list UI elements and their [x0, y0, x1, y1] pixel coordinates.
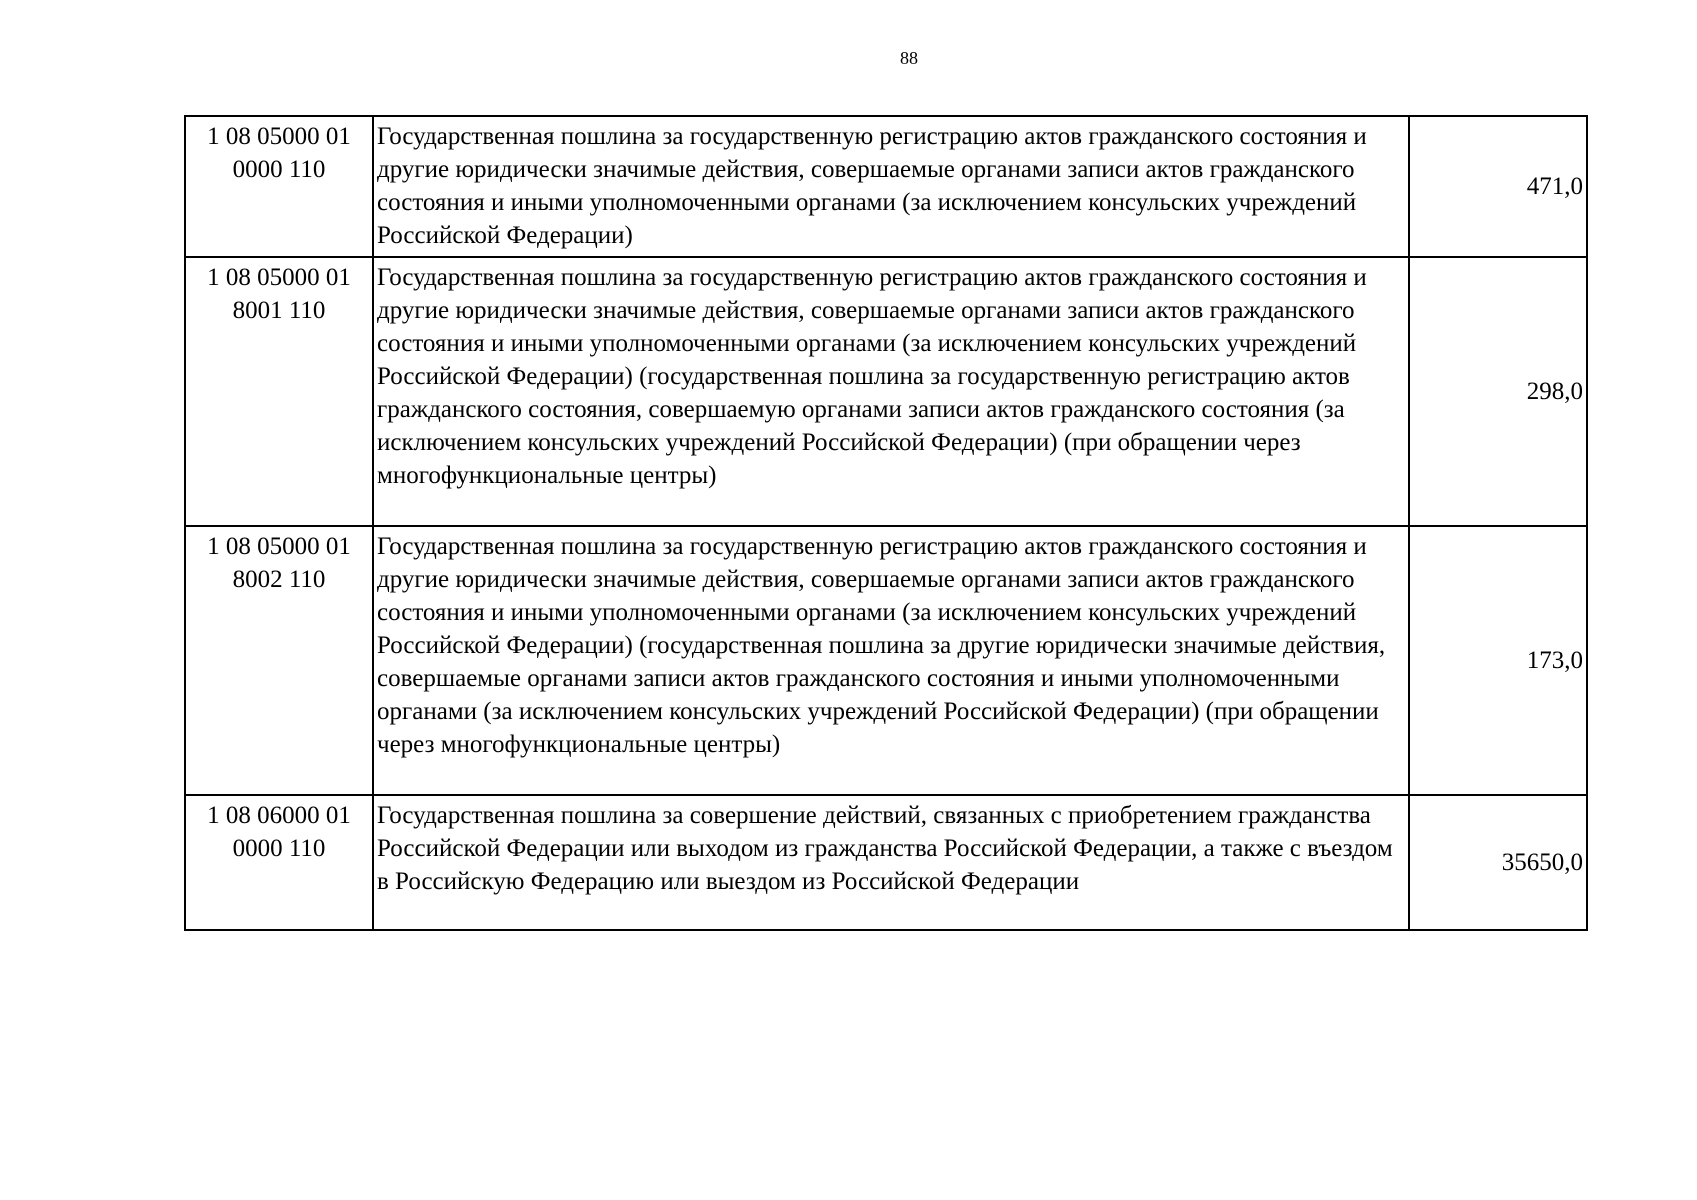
budget-classification-code: 1 08 05000 01 0000 110 — [185, 116, 373, 257]
revenue-amount: 298,0 — [1409, 257, 1587, 526]
table-row — [185, 257, 1587, 526]
revenue-amount: 471,0 — [1409, 116, 1587, 257]
budget-revenue-table — [184, 115, 1588, 931]
table-row — [185, 795, 1587, 930]
budget-classification-code: 1 08 05000 01 8001 110 — [185, 257, 373, 526]
budget-classification-code: 1 08 05000 01 8002 110 — [185, 526, 373, 795]
budget-classification-code: 1 08 06000 01 0000 110 — [185, 795, 373, 930]
revenue-amount: 173,0 — [1409, 526, 1587, 795]
table-row — [185, 116, 1587, 257]
revenue-description: Государственная пошлина за государственную регистрацию актов гражданского состояния и другие юридически значимые действия, совершаемые органами записи актов гражданского состояния и иными уполномоченными органами (за исключением консульских учреждений Российской Федерации) (государственная пошлина за другие юридически значимые действия, совершаемые органами записи актов гражданского состояния и иными уполномоченными органами (за исключением консульских учреждений Российской Федерации) (при обращении через многофункциональные центры) — [373, 526, 1409, 795]
table-row — [185, 526, 1587, 795]
revenue-amount: 35650,0 — [1409, 795, 1587, 930]
revenue-description: Государственная пошлина за государственную регистрацию актов гражданского состояния и другие юридически значимые действия, совершаемые органами записи актов гражданского состояния и иными уполномоченными органами (за исключением консульских учреждений Российской Федерации) (государственная пошлина за государственную регистрацию актов гражданского состояния, совершаемую органами записи актов гражданского состояния (за исключением консульских учреждений Российской Федерации) (при обращении через многофункциональные центры) — [373, 257, 1409, 526]
revenue-description: Государственная пошлина за совершение действий, связанных с приобретением гражданства Российской Федерации или выходом из гражданства Российской Федерации, а также с въездом в Российскую Федерацию или выездом из Российской Федерации — [373, 795, 1409, 930]
page-number: 88 — [900, 48, 918, 68]
revenue-description: Государственная пошлина за государственную регистрацию актов гражданского состояния и другие юридически значимые действия, совершаемые органами записи актов гражданского состояния и иными уполномоченными органами (за исключением консульских учреждений Российской Федерации) — [373, 116, 1409, 257]
